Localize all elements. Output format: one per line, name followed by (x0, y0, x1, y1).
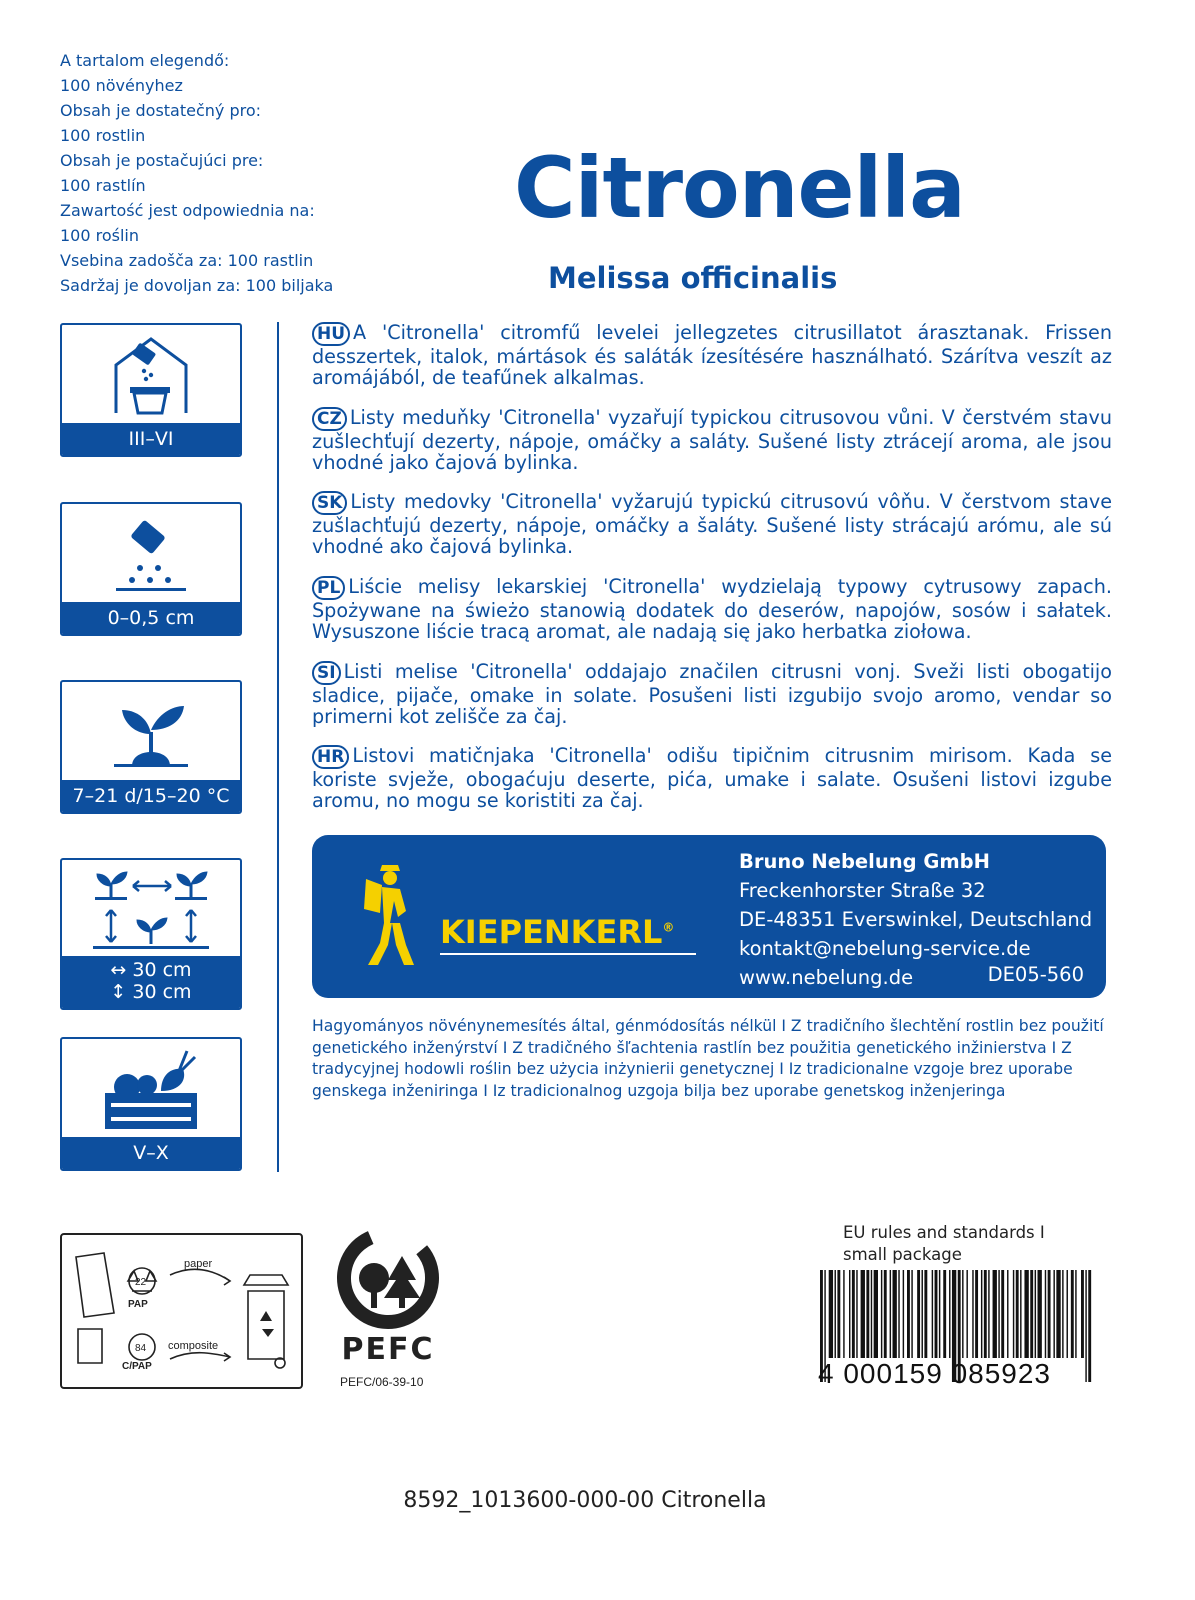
barcode-bar (852, 1270, 855, 1358)
company-city: DE-48351 Everswinkel, Deutschland (739, 908, 1093, 931)
icon-card-harvest (60, 1037, 242, 1171)
recycling-diagram (62, 1235, 301, 1387)
barcode-bar (988, 1270, 989, 1358)
eu-standards-note (843, 1222, 1045, 1265)
barcode-bar (1020, 1270, 1021, 1358)
company-website[interactable]: www.nebelung.de (739, 966, 914, 989)
barcode-bar (935, 1270, 938, 1358)
description-text: Listy meduňky 'Citronella' vyzařují typickou citrusovou vůni. V čerstvém stavu zušlechťují dezerty, nápoje, omáčky a saláty. Sušené listy ztrácejí aroma, ale jsou vhodné jako čajová bylinka. (312, 406, 1112, 474)
eu-note-line: EU rules and standards I (843, 1223, 1045, 1242)
barcode-bar (884, 1270, 887, 1358)
plant-spacing-labels (62, 956, 240, 1008)
description-hr (312, 745, 1112, 811)
barcode-bar (943, 1270, 946, 1358)
barcode-bar (922, 1270, 923, 1358)
barcode-bar (1081, 1270, 1084, 1358)
description-cz (312, 407, 1112, 473)
barcode-bar (893, 1270, 897, 1358)
barcode-bar (907, 1270, 910, 1358)
barcode-bar (874, 1270, 878, 1358)
barcode-bar (949, 1270, 950, 1358)
description-hu (312, 322, 1112, 388)
barcode-bar (866, 1270, 869, 1358)
product-latin-name: Melissa officinalis (548, 261, 838, 295)
greenhouse-sowing-icon (62, 331, 240, 421)
barcode-bar (1013, 1270, 1014, 1358)
content-line: Vsebina zadošča za: 100 rastlin (60, 251, 314, 270)
barcode-bar (1016, 1270, 1019, 1358)
barcode-bar (1001, 1270, 1004, 1358)
barcode-bar (849, 1270, 850, 1358)
barcode-bar (898, 1270, 899, 1358)
pefc-label: PEFC (341, 1332, 435, 1367)
description-text: Listi melise 'Citronella' oddajajo značilen citrusni vonj. Sveži listi obogatijo sladice, pijače, omake in solate. Posušeni listi izgubijo svojo aromo, vendar so primerni kot zelišče za čaj. (312, 660, 1112, 728)
barcode-bar (837, 1270, 840, 1358)
barcode-bar (975, 1270, 978, 1358)
lang-badge: PL (312, 576, 345, 600)
recycle-symbol-icon (260, 1311, 274, 1337)
content-line: 100 rostlin (60, 126, 146, 145)
description-text: A 'Citronella' citromfű levelei jellegzetes citrusillatot árasztanak. Frissen desszertek, italok, mártások és saláták ízesítésére használható. Szárítva veszít az aromájából, de teafűnek alkalmas. (312, 321, 1112, 389)
lang-badge: HR (312, 745, 349, 769)
barcode-bar (981, 1270, 982, 1358)
company-email[interactable]: kontakt@nebelung-service.de (739, 937, 1031, 960)
barcode-bar (917, 1270, 920, 1358)
content-line: 100 növényhez (60, 76, 183, 95)
barcode-bar (993, 1270, 997, 1358)
material-label-1: PAP (128, 1299, 148, 1310)
eu-note-line: small package (843, 1244, 962, 1264)
icon-card-plant-spacing (60, 858, 242, 1010)
barcode-bar (1038, 1270, 1042, 1358)
description-text: Liście melisy lekarskiej 'Citronella' wydzielają typowy cytrusowy zapach. Spożywane na świeżo stanowią dodatek do deserów, napojów, sosów i sałatek. Wysuszone liście tracą aromat, ale nadają się jako herbatka ziołowa. (312, 575, 1112, 643)
icon-card-germination (60, 680, 242, 814)
kiepenkerl-logo (348, 861, 675, 971)
barcode-bar (843, 1270, 844, 1358)
lang-badge: HU (312, 322, 350, 346)
barcode-bar (962, 1270, 963, 1358)
germination-sprout-icon (62, 696, 240, 776)
barcode-bar (1024, 1270, 1028, 1358)
content-line: A tartalom elegendő: (60, 51, 230, 70)
registered-mark: ® (662, 920, 675, 935)
description-si (312, 661, 1112, 727)
barcode-bar (829, 1270, 833, 1358)
content-line: 100 roślin (60, 226, 140, 245)
barcode-bar (1048, 1270, 1051, 1358)
lang-badge: SK (312, 491, 347, 515)
brand-underline (440, 953, 696, 955)
content-line: Zawartość jest odpowiednia na: (60, 201, 315, 220)
barcode-bar (1085, 1270, 1086, 1382)
breeding-note: Hagyományos növénynemesítés által, génmódosítás nélkül I Z tradičního šlechtění rostlin bez použití genetického inženýrství I Z tradičného šľachtenia rastlín bez použitia genetického inžinierstva I Z tradycyjnej hodowli roślin bez użycia inżynierii genetycznej I Iz tradicionalne vzgoje brez uporabe genskega inženiringa I Iz tradicionalnog uzgoja bilja bez uporabe genetskog inženjeringa (312, 1017, 1104, 1100)
barcode-bar (1030, 1270, 1033, 1358)
barcode-bar (1053, 1270, 1054, 1358)
content-line: 100 rastlín (60, 176, 146, 195)
company-name: Bruno Nebelung GmbH (739, 850, 990, 873)
recycle-code-2: 84 (135, 1343, 147, 1354)
lang-badge: CZ (312, 407, 347, 431)
product-title: Citronella (514, 139, 965, 237)
sowing-depth-label: 0–0,5 cm (62, 602, 240, 634)
recycling-info (60, 1233, 303, 1389)
barcode-bar (856, 1270, 857, 1358)
lang-badge: SI (312, 661, 341, 685)
barcode-bar (1007, 1270, 1008, 1358)
company-box (312, 835, 1106, 998)
barcode-bar (1056, 1270, 1060, 1358)
description-text: Listovi matičnjaka 'Citronella' odišu tipičnim citrusnim mirisom. Kada se koriste svježe, obogaćuju deserte, pića, umake i salate. Osušeni listovi izgube aromu, no mogu se koristiti za čaj. (312, 744, 1112, 812)
germination-label: 7–21 d/15–20 °C (62, 780, 240, 812)
description-text: Listy medovky 'Citronella' vyžarujú typickú citrusovú vôňu. V čerstvom stave zušlachťujú dezerty, nápoje, omáčky a šaláty. Sušené listy strácajú arómu, ale sú vhodné ako čajová bylinka. (312, 490, 1112, 558)
barcode-bar (1062, 1270, 1063, 1358)
barcode-bar (911, 1270, 912, 1358)
brand-name: KIEPENKERL® (440, 913, 675, 951)
plant-spacing-label: ↕ 30 cm (110, 981, 192, 1003)
pefc-code: PEFC/06-39-10 (340, 1375, 424, 1389)
footer-code: 8592_1013600-000-00 Citronella (403, 1488, 767, 1513)
pefc-logo (330, 1228, 446, 1393)
content-line: Obsah je postačujúci pre: (60, 151, 264, 170)
description-pl (312, 576, 1112, 642)
barcode-bar (903, 1270, 904, 1358)
material-label-2: C/PAP (122, 1361, 152, 1372)
barcode-bar (1088, 1270, 1091, 1382)
barcode-bar (861, 1270, 865, 1358)
pefc-tree-icon (330, 1228, 446, 1332)
icon-card-sowing-depth (60, 502, 242, 636)
harvest-crate-icon (62, 1045, 240, 1135)
barcode-bar (932, 1270, 933, 1358)
barcode-bar (924, 1270, 927, 1358)
recycle-code-1: 22 (135, 1277, 147, 1288)
barcode-bar (871, 1270, 872, 1358)
barcode-bar (835, 1270, 836, 1358)
icon-card-sowing-period (60, 323, 242, 457)
barcode-bar (1067, 1270, 1068, 1358)
barcode-bar (1071, 1270, 1074, 1358)
description-sk (312, 491, 1112, 557)
barcode-bar (966, 1270, 967, 1358)
sowing-depth-icon (62, 520, 240, 600)
barcode-bar (998, 1270, 999, 1358)
barcode-bar (984, 1270, 987, 1358)
content-line: Obsah je dostatečný pro: (60, 101, 262, 120)
content-line: Sadržaj je dovoljan za: 100 biljaka (60, 276, 334, 295)
barcode-bar (1035, 1270, 1036, 1358)
column-divider (277, 322, 279, 1172)
barcode-bar (881, 1270, 882, 1358)
registration-code: DE05-560 (987, 963, 1084, 986)
barcode-bar (890, 1270, 891, 1358)
stream-label-paper: paper (184, 1258, 213, 1270)
company-street: Freckenhorster Straße 32 (739, 879, 986, 902)
content-sufficiency (60, 48, 360, 298)
plant-spacing-icon (62, 866, 240, 954)
harvest-period-label: V–X (62, 1137, 240, 1169)
stream-label-composite: composite (168, 1340, 219, 1352)
barcode-number: 4 000159 085923 (818, 1358, 1051, 1389)
barcode-bar (1045, 1270, 1046, 1358)
barcode-bar (939, 1270, 940, 1358)
sowing-period-label: III–VI (62, 423, 240, 455)
barcode-bar (972, 1270, 973, 1358)
row-spacing-label: ↔ 30 cm (110, 959, 192, 981)
hiker-icon (348, 861, 438, 971)
barcode-bar (1075, 1270, 1076, 1358)
